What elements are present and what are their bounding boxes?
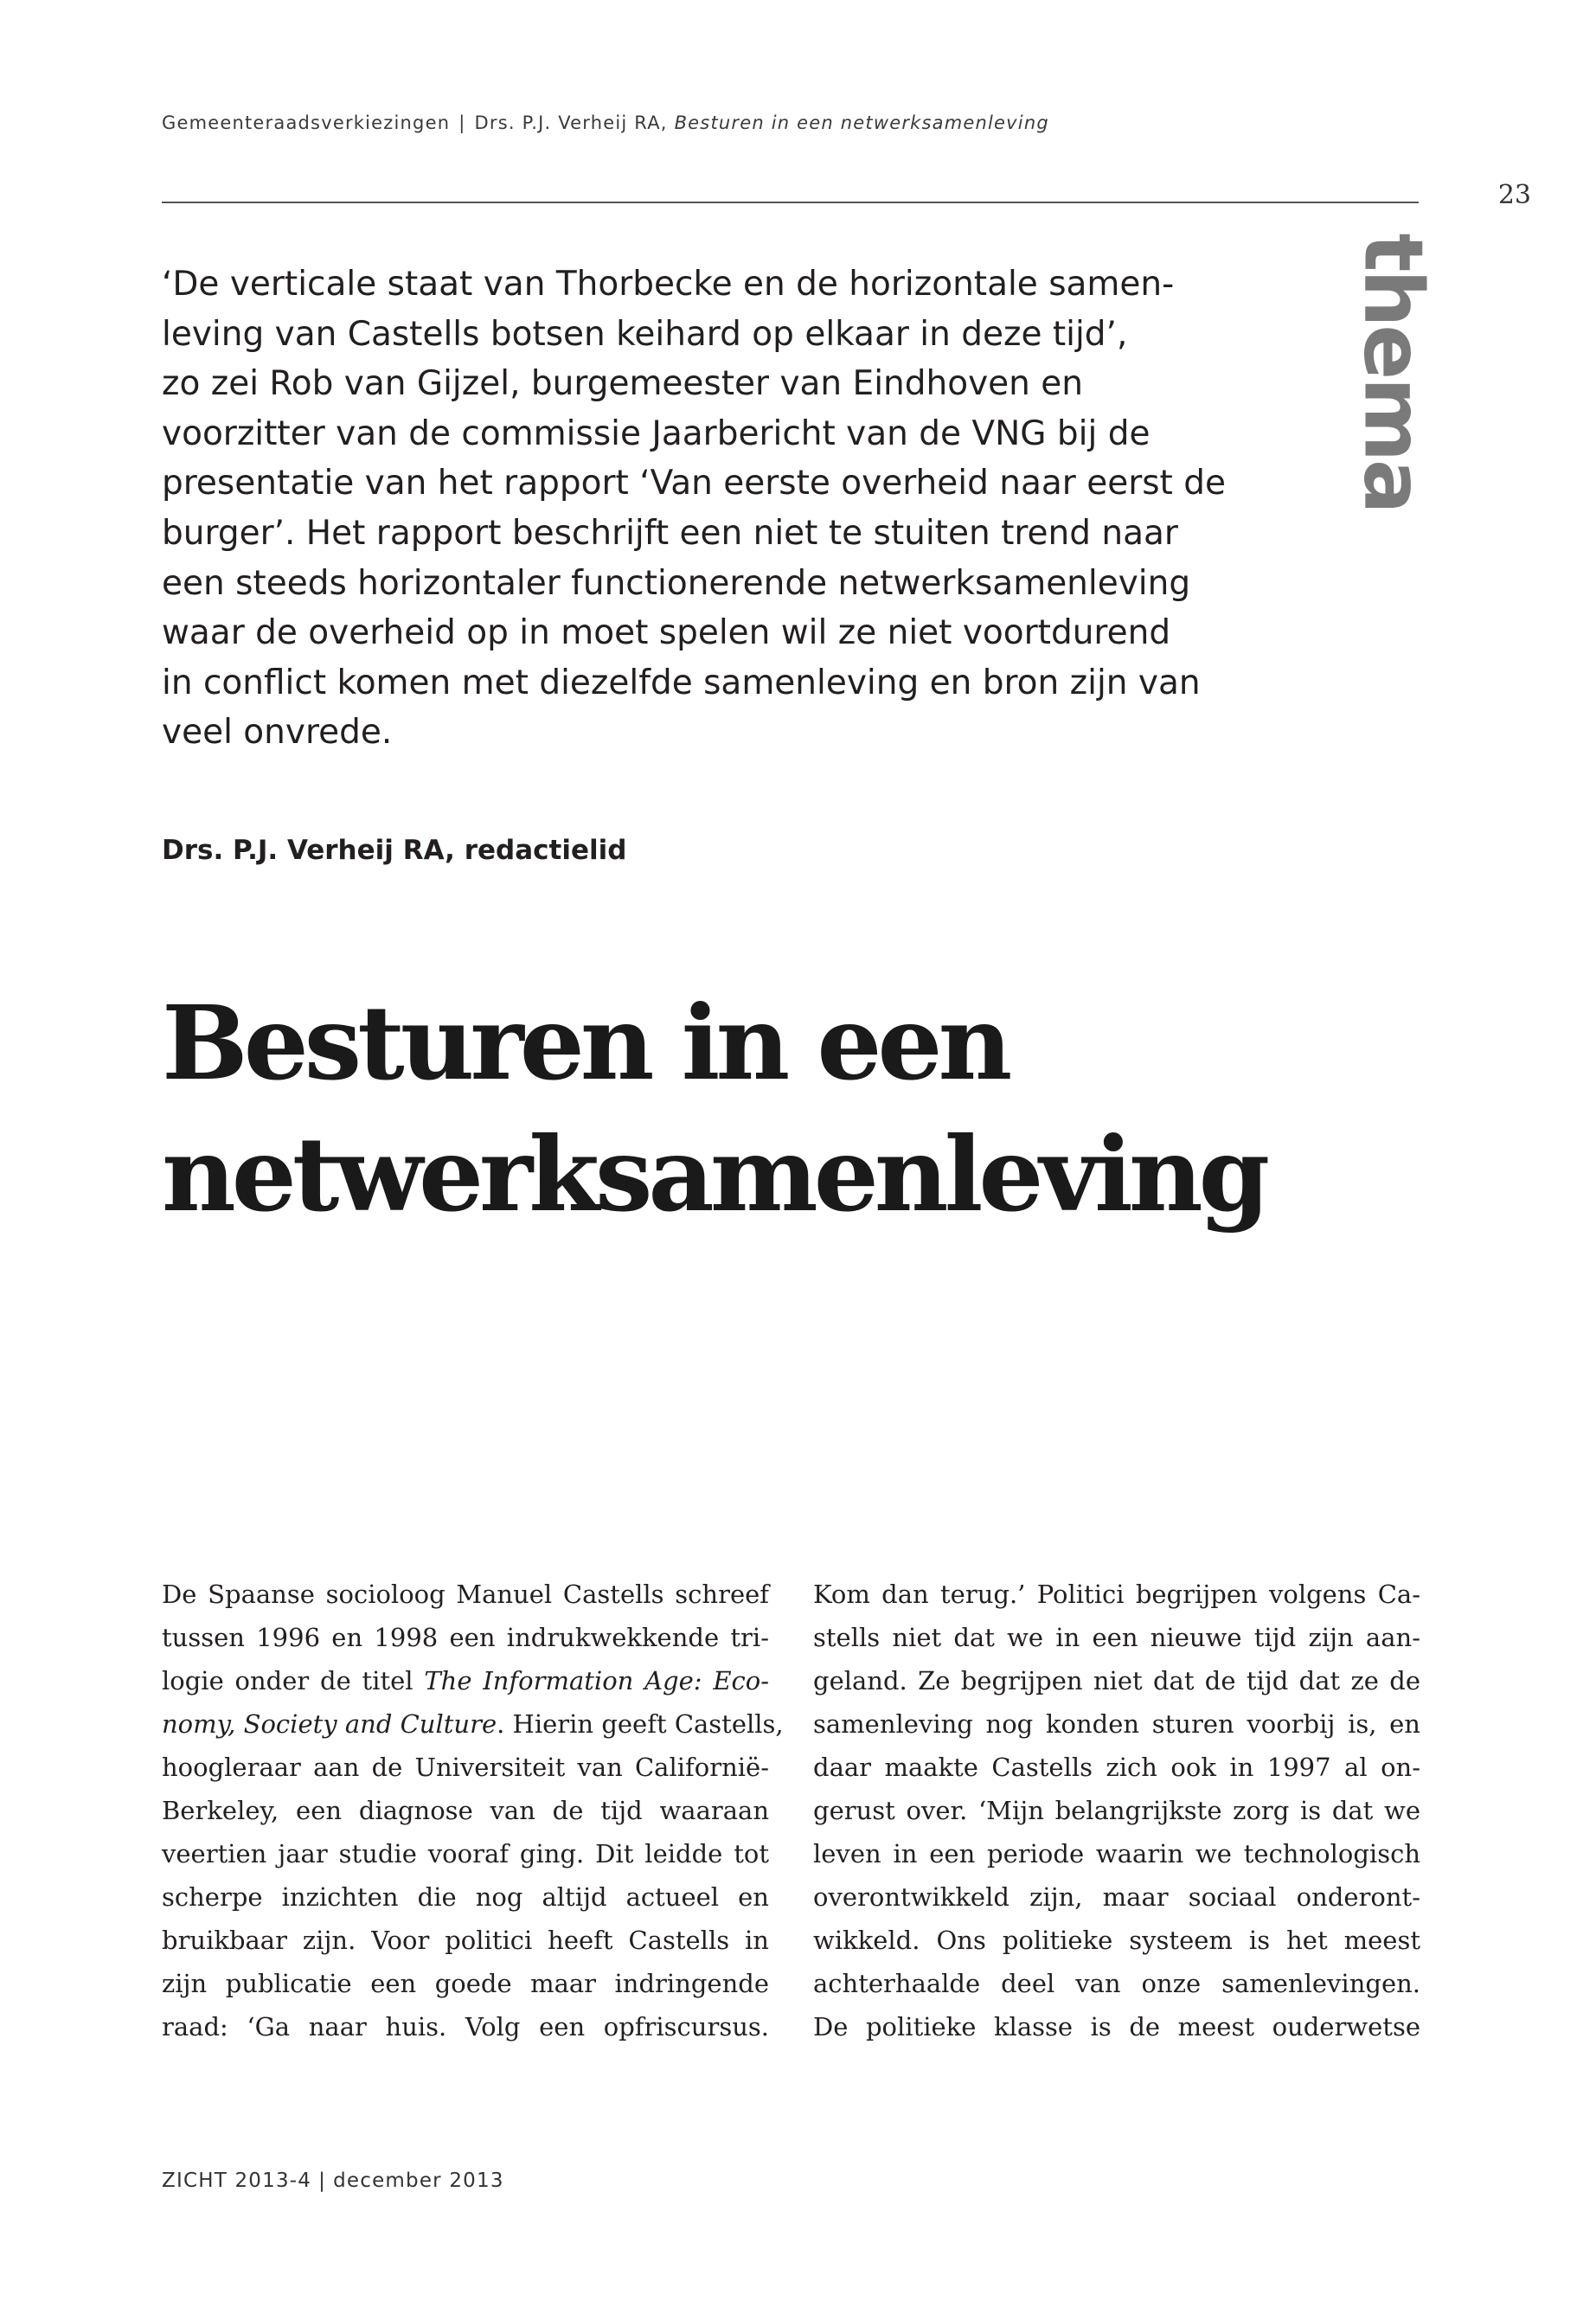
header-author: Drs. P.J. Verheij RA, — [474, 112, 668, 133]
header-rule — [162, 202, 1419, 203]
intro-paragraph — [162, 260, 1234, 758]
book-title-italic: The Information Age: Eco- — [424, 1666, 769, 1695]
intro-line: leving van Castells botsen keihard op elkaar in deze tijd’, — [162, 314, 1128, 354]
body-column-right — [813, 1573, 1420, 2048]
article-title — [162, 977, 1416, 1240]
intro-line: burger’. Het rapport beschrijft een niet te stuiten trend naar — [162, 513, 1178, 553]
page-number: 23 — [1497, 180, 1531, 210]
body-line: achterhaalde deel van onze samenlevingen. — [813, 1969, 1420, 1998]
section-label-text: thema — [1345, 233, 1440, 511]
body-line: bruikbaar zijn. Voor politici heeft Castells in — [162, 1926, 769, 1955]
body-line: scherpe inzichten die nog altijd actueel en — [162, 1882, 769, 1912]
header-article-title: Besturen in een netwerksamenleving — [674, 112, 1049, 133]
footer-journal: ZICHT 2013-4 — [162, 2170, 312, 2192]
body-line: geland. Ze begrijpen niet dat de tijd dat ze de — [813, 1666, 1420, 1695]
body-line: De politieke klasse is de meest ouderwetse — [813, 2012, 1420, 2041]
body-line: overontwikkeld zijn, maar sociaal onderont- — [813, 1882, 1420, 1912]
byline: Drs. P.J. Verheij RA, redactielid — [162, 835, 627, 866]
intro-line: veel onvrede. — [162, 713, 393, 753]
footer-date: december 2013 — [333, 2170, 504, 2192]
body-text: logie onder de titel — [162, 1666, 413, 1695]
intro-line: presentatie van het rapport ‘Van eerste overheid naar eerst de — [162, 464, 1226, 503]
body-line: stells niet dat we in een nieuwe tijd zijn aan- — [813, 1623, 1420, 1652]
section-label — [1315, 233, 1471, 511]
body-line: Berkeley, een diagnose van de tijd waaraan — [162, 1796, 769, 1825]
body-line: tussen 1996 en 1998 een indrukwekkende tri- — [162, 1623, 769, 1652]
header-separator: | — [458, 112, 466, 133]
intro-line: zo zei Rob van Gijzel, burgemeester van Eindhoven en — [162, 364, 1083, 404]
header-section: Gemeenteraadsverkiezingen — [162, 112, 451, 133]
body-text: . Hierin geeft Castells, — [497, 1709, 784, 1739]
body-line: hoogleraar aan de Universiteit van Californië- — [162, 1753, 769, 1782]
body-line: leven in een periode waarin we technologisch — [813, 1839, 1420, 1868]
body-line: De Spaanse socioloog Manuel Castells schreef — [162, 1580, 769, 1609]
body-line: daar maakte Castells zich ook in 1997 al on- — [813, 1753, 1420, 1782]
body-line: raad: ‘Ga naar huis. Volg een opfriscursus. — [162, 2012, 769, 2041]
body-line: wikkeld. Ons politieke systeem is het meest — [813, 1926, 1420, 1955]
body-line: zijn publicatie een goede maar indringende — [162, 1969, 769, 1998]
body-line: gerust over. ‘Mijn belangrijkste zorg is dat we — [813, 1796, 1420, 1825]
footer-separator: | — [318, 2170, 327, 2192]
body-line: Kom dan terug.’ Politici begrijpen volgens Ca- — [813, 1580, 1420, 1609]
intro-line: een steeds horizontaler functionerende netwerksamenleving — [162, 563, 1191, 603]
title-line: netwerksamenleving — [162, 1114, 1266, 1234]
intro-line: voorzitter van de commissie Jaarbericht van de VNG bij de — [162, 413, 1151, 453]
page-footer — [162, 2170, 504, 2192]
body-line: veertien jaar studie vooraf ging. Dit leidde tot — [162, 1839, 769, 1868]
body-line: samenleving nog konden sturen voorbij is, en — [813, 1709, 1420, 1739]
running-header — [162, 112, 1416, 133]
intro-line: waar de overheid op in moet spelen wil ze niet voortdurend — [162, 613, 1171, 653]
body-line — [162, 1659, 769, 1702]
body-column-left — [162, 1573, 784, 2048]
body-line — [162, 1702, 784, 1746]
intro-line: ‘De verticale staat van Thorbecke en de horizontale samen- — [162, 265, 1175, 304]
title-line: Besturen in een — [162, 983, 1009, 1103]
intro-line: in conflict komen met diezelfde samenleving en bron zijn van — [162, 663, 1201, 702]
book-title-italic: nomy, Society and Culture — [162, 1709, 497, 1739]
